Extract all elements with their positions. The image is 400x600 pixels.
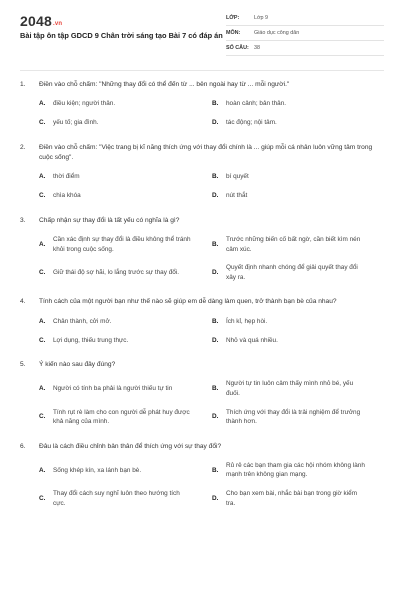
option-letter: C. xyxy=(39,336,46,344)
option-text: Quyết định nhanh chóng để giải quyết thay đổi xảy ra. xyxy=(226,264,358,281)
page-title: Bài tập ôn tập GDCD 9 Chân trời sáng tạo Bài 7 có đáp án xyxy=(20,31,223,40)
option-a[interactable] xyxy=(0,99,200,109)
option-b[interactable] xyxy=(200,235,400,254)
option-letter: A. xyxy=(39,100,46,108)
question-number: 4. xyxy=(20,298,26,306)
option-c[interactable] xyxy=(0,335,200,345)
option-text: hoàn cảnh; bản thân. xyxy=(226,100,287,108)
meta-info xyxy=(226,11,384,56)
option-d[interactable] xyxy=(200,408,400,427)
option-text: Người tự tin luôn cảm thấy mình nhỏ bé, yếu đuối. xyxy=(226,380,354,397)
option-text: Thích ứng với thay đổi là trải nghiệm để trưởng thành hơn. xyxy=(226,408,361,426)
option-text: tác động; nội tâm. xyxy=(226,119,277,127)
option-b[interactable] xyxy=(200,379,400,398)
question-list xyxy=(0,80,400,523)
option-a[interactable] xyxy=(0,172,200,182)
question-number: 6. xyxy=(20,442,26,450)
option-letter: B. xyxy=(212,240,219,248)
question-number: 3. xyxy=(20,217,26,224)
question-number: 5. xyxy=(20,361,26,369)
option-b[interactable] xyxy=(200,461,400,480)
option-c[interactable] xyxy=(0,408,200,427)
option-c[interactable] xyxy=(0,489,200,508)
option-text: điều kiện; người thân. xyxy=(53,100,116,108)
option-d[interactable] xyxy=(200,263,400,282)
option-letter: B. xyxy=(212,385,219,393)
option-letter: B. xyxy=(212,100,219,108)
question-text: Điền vào chỗ chấm: "Những thay đổi có thể đến từ ... bên ngoài hay từ ... mỗi người." xyxy=(39,81,290,88)
question-text: Tính cách của một người bạn như thế nào sẽ giúp em dễ dàng làm quen, trở thành bạn bè của nhau? xyxy=(39,298,337,306)
question xyxy=(0,297,400,354)
option-text: Rủ rê các bạn tham gia các hội nhóm không lành mạnh trên không gian mạng. xyxy=(226,461,365,479)
question-text: Đâu là cách điều chỉnh bản thân để thích ứng với sự thay đổi? xyxy=(39,442,222,450)
meta-row-subject xyxy=(226,26,384,41)
header-divider xyxy=(20,70,384,71)
option-letter: A. xyxy=(39,466,46,474)
meta-value: Giáo dục công dân xyxy=(254,30,300,36)
option-text: Nhỏ và quá nhiều. xyxy=(226,336,278,344)
option-letter: C. xyxy=(39,413,46,421)
option-letter: D. xyxy=(212,336,219,344)
question xyxy=(0,143,400,210)
logo-text: 2048 xyxy=(20,13,52,29)
option-c[interactable] xyxy=(0,263,200,282)
question xyxy=(0,442,400,517)
meta-label: MÔN: xyxy=(226,30,241,36)
meta-row-count xyxy=(226,41,384,56)
question xyxy=(0,80,400,137)
option-a[interactable] xyxy=(0,379,200,398)
option-letter: A. xyxy=(39,173,46,181)
option-letter: D. xyxy=(212,268,219,276)
option-letter: C. xyxy=(39,494,46,502)
option-letter: D. xyxy=(212,119,219,127)
option-text: Lợi dụng, thiếu trung thực. xyxy=(53,336,129,344)
option-d[interactable] xyxy=(200,489,400,508)
option-d[interactable] xyxy=(200,191,400,201)
option-letter: D. xyxy=(212,192,219,200)
option-letter: A. xyxy=(39,240,46,248)
option-letter: B. xyxy=(212,317,219,325)
meta-value: Lớp 9 xyxy=(254,15,269,21)
option-c[interactable] xyxy=(0,118,200,128)
option-letter: D. xyxy=(212,413,219,421)
meta-row-grade xyxy=(226,11,384,26)
question-number: 2. xyxy=(20,144,26,151)
question-number: 1. xyxy=(20,81,26,88)
option-c[interactable] xyxy=(0,191,200,201)
option-text: nút thắt xyxy=(226,192,248,200)
option-text: Chân thành, cởi mở. xyxy=(53,317,112,325)
option-letter: C. xyxy=(39,192,46,200)
question xyxy=(0,216,400,291)
option-text: Người có tính ba phải là người thiếu tự tin xyxy=(53,385,173,393)
question-text: Chấp nhận sự thay đổi là tất yếu có nghĩa là gì? xyxy=(39,217,180,224)
option-d[interactable] xyxy=(200,118,400,128)
option-letter: C. xyxy=(39,268,46,276)
meta-value: 38 xyxy=(254,45,260,51)
logo-suffix: .vn xyxy=(52,21,63,27)
meta-label: SỐ CÂU: xyxy=(226,45,249,51)
option-text: Cho bạn xem bài, nhắc bài bạn trong giờ kiểm tra. xyxy=(226,489,358,507)
option-b[interactable] xyxy=(200,172,400,182)
option-text: bí quyết xyxy=(226,173,249,181)
site-logo[interactable] xyxy=(20,13,62,29)
option-text: Ích kỉ, hẹp hòi. xyxy=(226,317,268,325)
option-letter: B. xyxy=(212,466,219,474)
option-letter: A. xyxy=(39,317,46,325)
option-a[interactable] xyxy=(0,235,200,254)
question-text: Ý kiến nào sau đây đúng? xyxy=(39,361,116,369)
option-text: Thay đổi cách suy nghĩ luôn theo hướng tích cực. xyxy=(53,489,180,507)
option-text: Sống khép kín, xa lánh bạn bè. xyxy=(53,466,142,474)
meta-label: LỚP: xyxy=(226,15,240,21)
option-text: yếu tố; gia đình. xyxy=(53,119,99,127)
option-text: Trước những biến cố bất ngờ, cần biết kìm nén cảm xúc. xyxy=(226,236,361,253)
option-letter: C. xyxy=(39,119,46,127)
question-text: Điền vào chỗ chấm: "Việc trang bị kĩ năng thích ứng với thay đổi chính là ... giúp mỗi cá nhân luôn vững tâm trong cuộc sống". xyxy=(39,144,373,161)
option-a[interactable] xyxy=(0,316,200,326)
option-letter: B. xyxy=(212,173,219,181)
option-b[interactable] xyxy=(200,99,400,109)
option-text: Tính rụt rè làm cho con người dễ phát huy được khả năng của mình. xyxy=(53,408,190,426)
option-letter: D. xyxy=(212,494,219,502)
option-text: Cần xác định sự thay đổi là điều không thể tránh khỏi trong cuộc sống. xyxy=(53,236,191,253)
option-text: thời điểm xyxy=(53,173,80,181)
option-text: chìa khóa xyxy=(53,192,81,200)
question xyxy=(0,360,400,435)
option-letter: A. xyxy=(39,385,46,393)
header xyxy=(0,0,400,66)
option-b[interactable] xyxy=(200,316,400,326)
option-d[interactable] xyxy=(200,335,400,345)
option-a[interactable] xyxy=(0,461,200,480)
option-text: Giữ thái độ sợ hãi, lo lắng trước sự thay đổi. xyxy=(53,268,180,276)
